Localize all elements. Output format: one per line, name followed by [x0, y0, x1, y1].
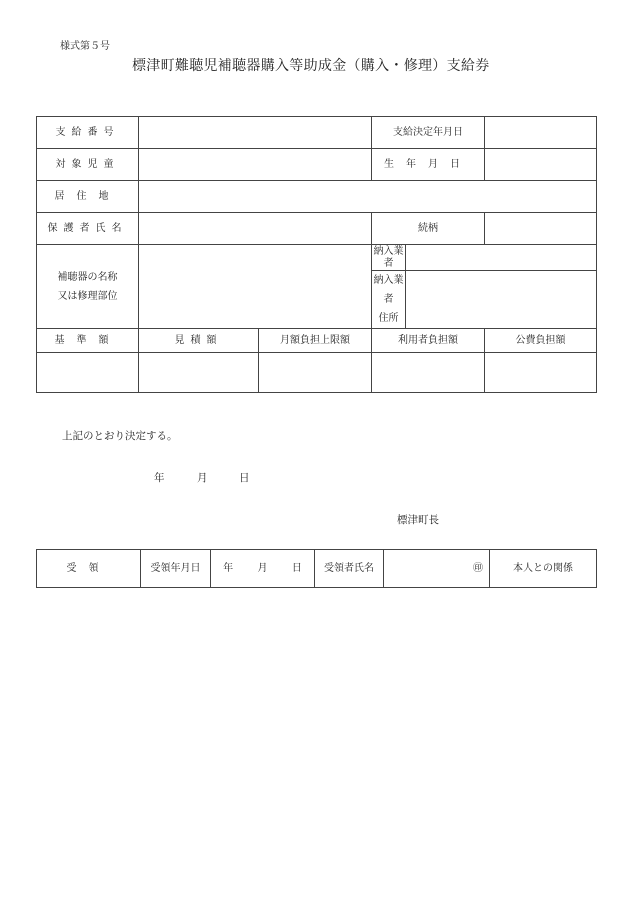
monthly-cap-value[interactable]	[259, 353, 372, 393]
date-month: 月	[197, 472, 208, 484]
vendor-label: 納入業者	[373, 245, 404, 269]
row-amount-headers	[37, 329, 597, 353]
receipt-label: 受領	[37, 550, 141, 588]
vendor-address-label-line1: 納入業者	[373, 275, 404, 305]
decision-text: 上記のとおり決定する。	[62, 430, 178, 442]
receipt-year: 年	[223, 562, 234, 574]
row-target-child	[37, 149, 597, 181]
date-day: 日	[239, 472, 250, 484]
estimate-value[interactable]	[139, 353, 259, 393]
user-burden-value[interactable]	[372, 353, 485, 393]
relationship-to-person-label: 本人との関係	[490, 550, 597, 588]
device-name-value[interactable]	[139, 245, 372, 329]
payment-number-label: 支給番号	[37, 117, 139, 149]
receipt-day: 日	[291, 562, 302, 574]
payment-number-value[interactable]	[139, 117, 372, 149]
vendor-address-label	[372, 271, 406, 329]
row-guardian	[37, 213, 597, 245]
monthly-cap-label: 月額負担上限額	[259, 329, 372, 353]
vendor-address-label-line2: 住所	[378, 313, 399, 324]
form-number: 様式第５号	[60, 41, 110, 52]
row-address	[37, 181, 597, 213]
standard-amount-value[interactable]	[37, 353, 139, 393]
estimate-label: 見積額	[139, 329, 259, 353]
target-child-label: 対象児童	[37, 149, 139, 181]
row-amount-values	[37, 353, 597, 393]
mayor-label: 標津町長	[397, 514, 439, 526]
receipt-date-label: 受領年月日	[141, 550, 211, 588]
decision-date-value[interactable]	[485, 117, 597, 149]
guardian-name-value[interactable]	[139, 213, 372, 245]
device-name-label	[37, 245, 139, 329]
receiver-name-label: 受領者氏名	[315, 550, 384, 588]
row-device-vendor	[37, 245, 597, 271]
receipt-row	[37, 550, 597, 588]
address-label: 居住地	[37, 181, 139, 213]
user-burden-label: 利用者負担額	[372, 329, 485, 353]
relationship-value[interactable]	[485, 213, 597, 245]
receipt-table	[36, 549, 597, 588]
birth-date-value[interactable]	[485, 149, 597, 181]
receiver-name-value[interactable]	[384, 550, 490, 588]
device-name-label-line2: 又は修理部位	[57, 290, 118, 302]
page-title: 標津町難聴児補聴器購入等助成金（購入・修理）支給券	[132, 58, 490, 74]
guardian-name-label: 保護者氏名	[37, 213, 139, 245]
device-name-label-line1: 補聴器の名称	[57, 271, 118, 283]
row-payment-number	[37, 117, 597, 149]
standard-amount-label: 基準額	[37, 329, 139, 353]
application-table	[36, 116, 597, 393]
receipt-date-value[interactable]	[211, 550, 315, 588]
vendor-value[interactable]	[406, 245, 597, 271]
date-year: 年	[154, 472, 165, 484]
birth-date-label: 生年月日	[372, 149, 485, 181]
address-value[interactable]	[139, 181, 597, 213]
public-burden-value[interactable]	[485, 353, 597, 393]
decision-date-label: 支給決定年月日	[372, 117, 485, 149]
relationship-label: 続柄	[372, 213, 485, 245]
target-child-value[interactable]	[139, 149, 372, 181]
seal-mark: ㊞	[473, 562, 483, 574]
receipt-month: 月	[257, 562, 268, 574]
public-burden-label: 公費負担額	[485, 329, 597, 353]
vendor-address-value[interactable]	[406, 271, 597, 329]
